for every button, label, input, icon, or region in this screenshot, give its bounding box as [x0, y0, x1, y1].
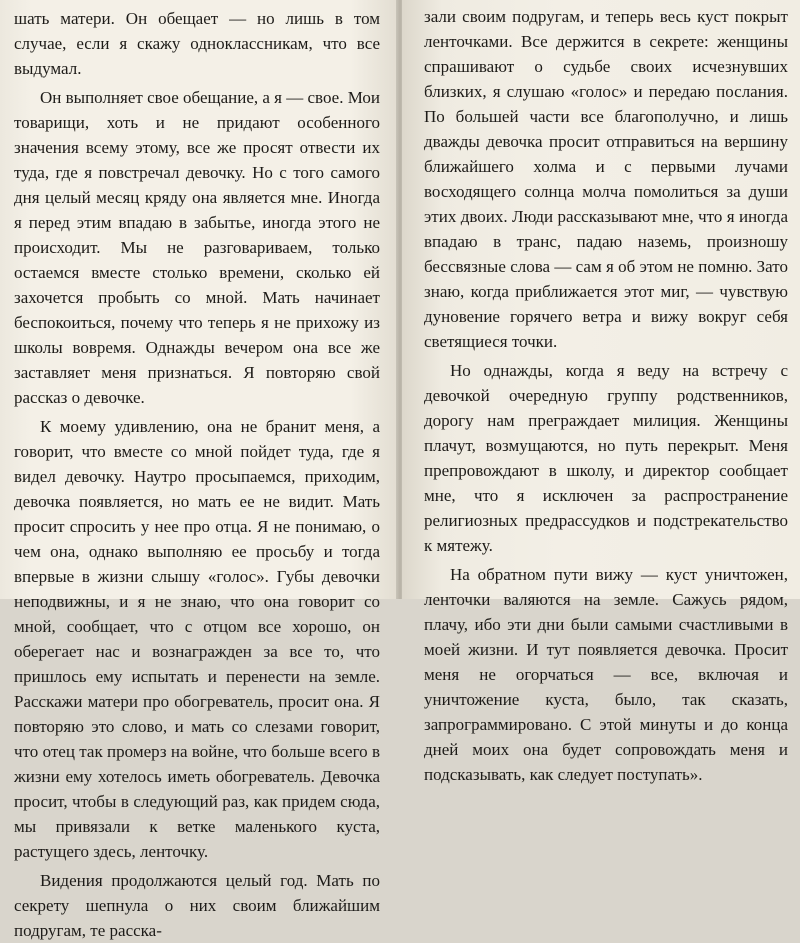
left-page-text [14, 6, 380, 943]
right-page-text [424, 4, 788, 787]
right-page [402, 0, 800, 784]
paragraph: шать матери. Он обещает — но лишь в том случае, если я скажу одноклассникам, что все выдумал. [14, 9, 380, 78]
paragraph: Видения продолжаются целый год. Мать по секрету шепнула о них своим ближайшим подругам, те расска- [14, 871, 380, 940]
paragraph: зали своим подругам, и теперь весь куст покрыт ленточками. Все держится в секрете: женщины спрашивают о судьбе своих исчезнувших близких, я слушаю «голос» и передаю послания. По большей части все благополучно, и лишь дважды девочка просит отправиться на вершину ближайшего холма и с первыми лучами восходящего солнца молча помолиться за души этих двоих. Люди рассказывают мне, что я иногда впадаю в транс, падаю наземь, произношу бессвязные слова — сам я об этом не помню. Зато знаю, когда приближается этот миг, — чувствую дуновение горячего ветра и вижу вокруг себя светящиеся точки. [424, 7, 788, 351]
paragraph: На обратном пути вижу — куст уничтожен, ленточки валяются на земле. Сажусь рядом, плачу, ибо эти дни были самыми счастливыми в моей жизни. И тут появляется девочка. Просит меня не огорчаться — все, включая и уничтожение куста, было, так сказать, запрограммировано. С этой минуты и до конца дней моих она будет сопровождать меня и подсказывать, как следует поступать». [424, 565, 788, 784]
paragraph: Он выполняет свое обещание, а я — свое. Мои товарищи, хоть и не придают особенного значения всему этому, все же просят отвести их туда, где я повстречал девочку. Но с того самого дня целый месяц кряду она является мне. Иногда я перед этим впадаю в забытье, иногда этого не происходит. Мы не разговариваем, только остаемся вместе столько времени, сколько ей захочется пробыть со мной. Мать начинает беспокоиться, почему что теперь я не прихожу из школы вовремя. Однажды вечером она все же заставляет меня признаться. Я повторяю свой рассказ о девочке. [14, 88, 380, 407]
paragraph: Но однажды, когда я веду на встречу с девочкой очередную группу родственников, дорогу нам преграждает милиция. Женщины плачут, возмущаются, но путь перекрыт. Меня препровождают в школу, и директор сообщает мне, что я исключен за распространение религиозных предрассудков и подстрекательство к мятежу. [424, 361, 788, 555]
left-page [0, 0, 398, 940]
paragraph: К моему удивлению, она не бранит меня, а говорит, что вместе со мной пойдет туда, где я видел девочку. Наутро просыпаемся, приходим, девочка появляется, но мать ее не видит. Мать просит спросить у нее про отца. Я не понимаю, о чем она, однако выполняю ее просьбу и тогда впервые в жизни слышу «голос». Губы девочки неподвижны, и я не знаю, что она говорит со мной, сообщает, что с отцом все хорошо, он оберегает нас и вознагражден за все то, что пришлось ему испытать и перенести на земле. Расскажи матери про обогреватель, просит она. Я повторяю это слово, и мать со слезами говорит, что отец так промерз на войне, что больше всего в жизни ему хотелось иметь обогреватель. Девочка просит, чтобы в следующий раз, как придем сюда, мы привязали к ветке маленького куста, растущего здесь, ленточку. [14, 417, 380, 861]
